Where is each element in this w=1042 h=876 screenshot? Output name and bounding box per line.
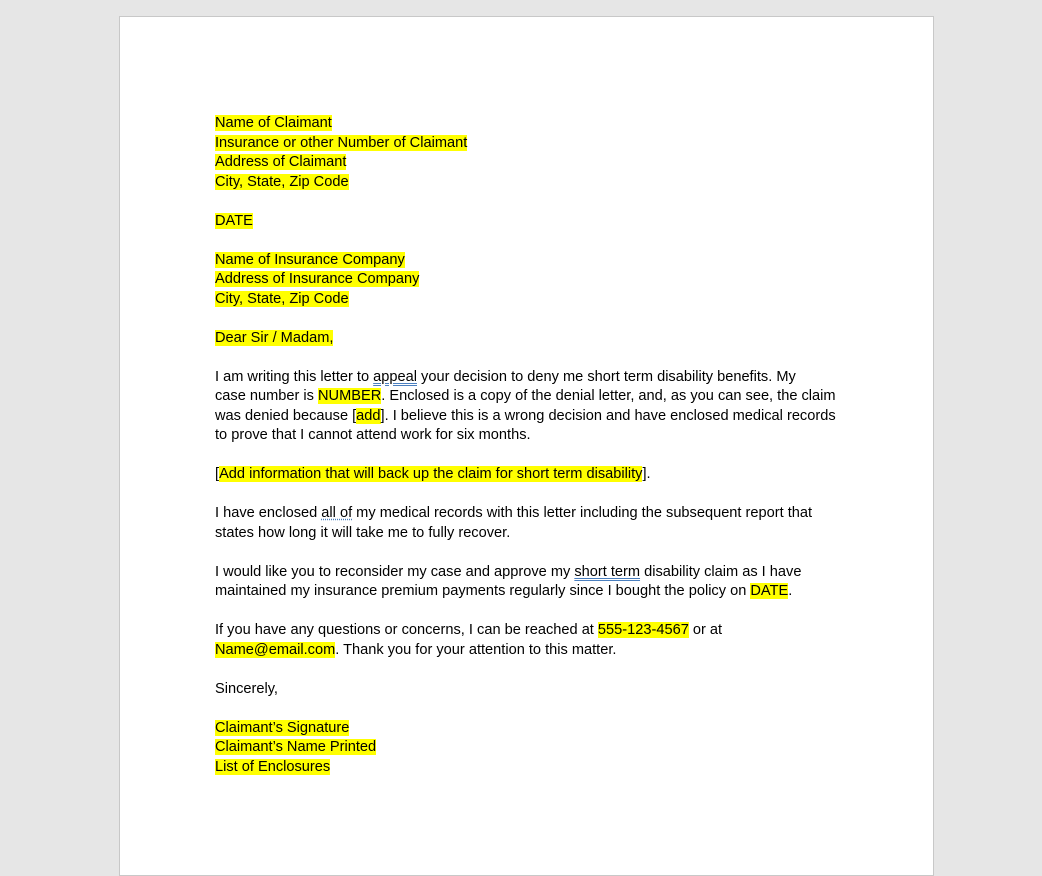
- recipient-block-city: [215, 290, 840, 310]
- paragraph-5-line-1: [215, 621, 840, 641]
- document-page[interactable]: [119, 16, 934, 876]
- additional-info-placeholder: Add information that will back up the claim for short term disability: [219, 466, 643, 482]
- short-term-phrase: short term: [574, 563, 641, 580]
- phone-placeholder: 555-123-4567: [597, 622, 689, 638]
- text-run: or at: [688, 622, 723, 638]
- paragraph-1-line-4: [215, 426, 840, 446]
- case-number-placeholder: NUMBER: [318, 388, 382, 404]
- signature-placeholder: Claimant’s Signature: [215, 719, 350, 736]
- appeal-word: appeal: [373, 368, 417, 385]
- recipient-address: Address of Insurance Company: [215, 271, 420, 287]
- bracket-close: ].: [642, 466, 651, 482]
- text-run: If you have any questions or concerns, I can be reached at: [215, 622, 598, 638]
- sender-name: Name of Claimant: [215, 115, 332, 131]
- text-run: your decision to deny me short term disability benefits. My: [416, 368, 796, 385]
- text-run: . Thank you for your attention to this matter.: [335, 641, 617, 658]
- letter-date: DATE: [215, 212, 253, 229]
- paragraph-1-line-3: [215, 407, 840, 427]
- bracket-open: [: [215, 466, 220, 482]
- text-run: ]. I believe this is a wrong decision and have enclosed medical records: [380, 407, 836, 424]
- text-run: was denied because [: [215, 407, 357, 424]
- text-run: my medical records with this letter including the subsequent report that: [352, 505, 813, 521]
- enclosures-placeholder: List of Enclosures: [215, 758, 331, 775]
- email-placeholder: Name@email.com: [215, 641, 336, 658]
- policy-date-placeholder: DATE: [750, 583, 789, 599]
- paragraph-5-line-2: [215, 641, 840, 661]
- sender-block-name: [215, 114, 840, 134]
- sender-address: Address of Claimant: [215, 154, 347, 170]
- sender-number: Insurance or other Number of Claimant: [215, 134, 468, 151]
- recipient-company: Name of Insurance Company: [215, 251, 405, 268]
- closing-line: [215, 680, 840, 700]
- closing: Sincerely,: [215, 680, 278, 697]
- sender-block-address: [215, 153, 840, 173]
- text-run: disability claim as I have: [640, 563, 802, 580]
- salutation: Dear Sir / Madam,: [215, 329, 334, 346]
- recipient-block-address: [215, 270, 840, 290]
- paragraph-3-line-2: [215, 524, 840, 544]
- paragraph-4-line-2: [215, 582, 840, 602]
- letter-body[interactable]: [215, 114, 840, 777]
- text-run: case number is: [215, 388, 319, 404]
- text-run: I have enclosed: [215, 505, 322, 521]
- salutation-line: [215, 329, 840, 349]
- paragraph-3-line-1: [215, 504, 840, 524]
- paragraph-4-line-1: [215, 563, 840, 583]
- text-run: I would like you to reconsider my case and approve my: [215, 563, 575, 580]
- text-run: states how long it will take me to fully recover.: [215, 524, 511, 541]
- date-line: [215, 212, 840, 232]
- paragraph-2: [215, 465, 840, 485]
- text-run: maintained my insurance premium payments regularly since I bought the policy on: [215, 583, 751, 599]
- sender-city: City, State, Zip Code: [215, 173, 349, 190]
- text-run: . Enclosed is a copy of the denial letter, and, as you can see, the claim: [381, 388, 836, 404]
- text-run: .: [788, 583, 793, 599]
- printed-name-line: [215, 738, 840, 758]
- sender-block-number: [215, 134, 840, 154]
- signature-line: [215, 719, 840, 739]
- all-of-phrase: all of: [321, 505, 353, 521]
- sender-block-city: [215, 173, 840, 193]
- recipient-city: City, State, Zip Code: [215, 290, 349, 307]
- text-run: to prove that I cannot attend work for six months.: [215, 427, 531, 443]
- recipient-block-company: [215, 251, 840, 271]
- text-run: I am writing this letter to: [215, 368, 374, 385]
- paragraph-1-line-2: [215, 387, 840, 407]
- reason-placeholder: add: [356, 407, 381, 424]
- printed-name-placeholder: Claimant’s Name Printed: [215, 739, 377, 755]
- paragraph-1-line-1: [215, 368, 840, 388]
- enclosures-line: [215, 758, 840, 778]
